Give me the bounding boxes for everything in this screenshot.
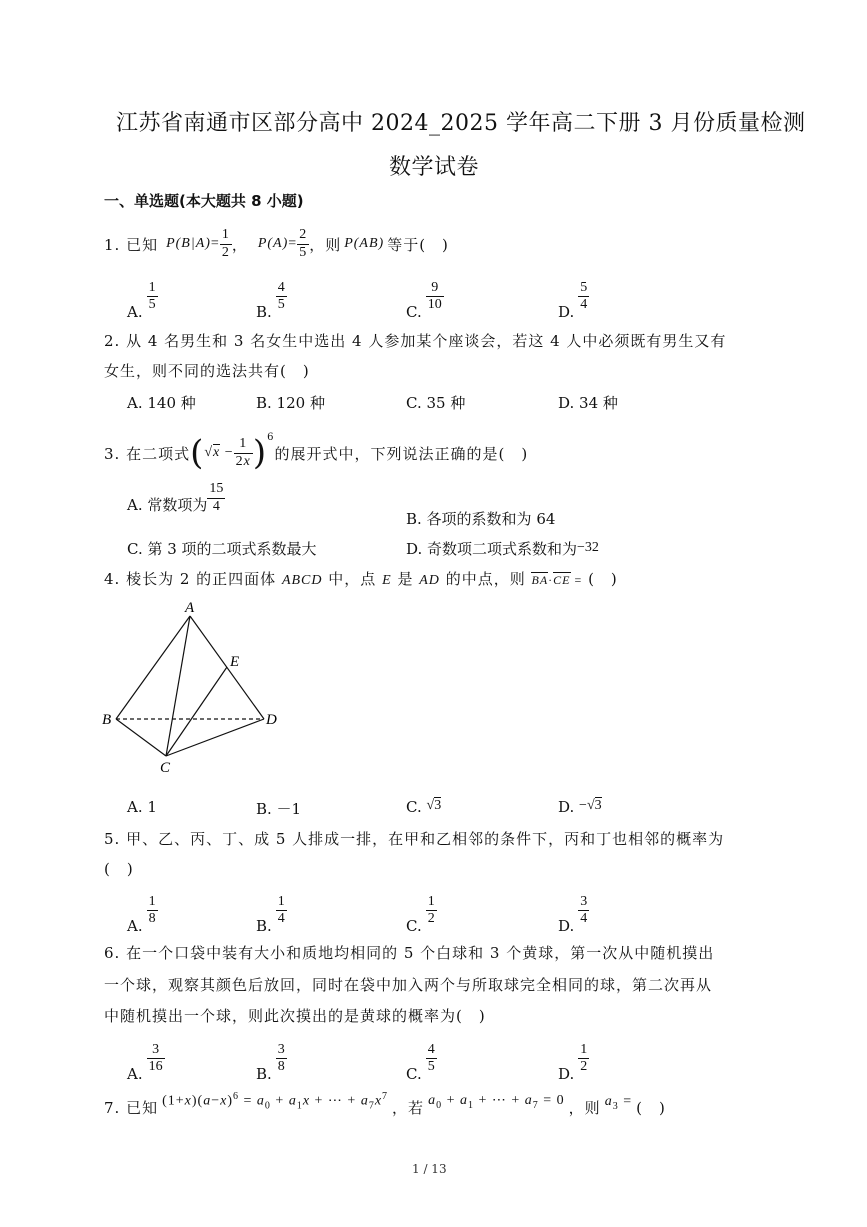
tetrahedron-diagram [100, 596, 290, 776]
q6-option-fraction: $\frac{1}{2}$ [580, 1042, 588, 1075]
q4-vector-expr: BA·CE = [531, 573, 583, 587]
question-6-line2: 一个球，观察其颜色后放回，同时在袋中加入两个与所取球完全相同的球，第二次再从 [104, 976, 713, 994]
q3-option-a-frac: $\frac{15}{4}$ [209, 481, 224, 514]
q4-option-c-label: C. [406, 798, 422, 816]
q5-option-d[interactable] [558, 894, 589, 937]
q6-option-fraction: $\frac{4}{5}$ [427, 1042, 435, 1075]
q6-option-fraction: $\frac{3}{16}$ [148, 1042, 163, 1075]
q3-option-b[interactable]: B. 各项的系数和为 64 [406, 510, 556, 528]
q4-option-d-neg-sqrt3: −√3 [579, 798, 602, 813]
q3-frac: $\frac{1}{2x}$ [235, 436, 251, 469]
q5-option-fraction: $\frac{1}{4}$ [277, 894, 285, 927]
q2-option-a[interactable]: A. 140 种 [127, 394, 196, 412]
q4-option-a[interactable]: A. 1 [127, 798, 157, 816]
q4-e: E [382, 573, 392, 588]
q6-option-b[interactable] [256, 1042, 287, 1085]
q3-option-d-text: D. 奇数项二项式系数和为 [406, 540, 578, 558]
q4-ad: AD [419, 573, 440, 588]
q1-option-fraction: $\frac{9}{10}$ [427, 280, 442, 313]
q3-option-c[interactable]: C. 第 3 项的二项式系数最大 [127, 540, 317, 558]
question-3 [104, 428, 528, 478]
q7-mid: ，若 [392, 1098, 425, 1117]
q7-formula-a3: $a_3$ = [604, 1094, 633, 1112]
page-title: 江苏省南通市区部分高中 2024_2025 学年高二下册 3 月份质量检测 [116, 111, 806, 136]
page-subtitle: 数学试卷 [389, 155, 480, 180]
q6-option-fraction: $\frac{3}{8}$ [277, 1042, 285, 1075]
vertex-label-a: A [185, 600, 195, 616]
q1-option-d[interactable] [558, 280, 589, 323]
q7-then: ，则 [568, 1098, 601, 1117]
q1-option-fraction: $\frac{1}{5}$ [148, 280, 156, 313]
q1-frac-two-fifths: $\frac{2}{5}$ [299, 227, 308, 260]
q4-paren: ( ) [588, 570, 618, 588]
q1-formula-pab: P(AB) [344, 236, 385, 251]
q1-option-fraction: $\frac{4}{5}$ [277, 280, 285, 313]
q3-option-d[interactable] [406, 538, 599, 559]
q1-frac-half: $\frac{1}{2}$ [221, 227, 230, 260]
q3-paren-close: ) [252, 433, 268, 473]
vertex-label-b: B [102, 712, 112, 728]
q4-option-c-sqrt3: √3 [426, 798, 442, 813]
question-5-line1: 5. 甲、乙、丙、丁、成 5 人排成一排，在甲和乙相邻的条件下，丙和丁也相邻的概率为 [104, 830, 725, 848]
q1-then: ，则 [309, 235, 342, 254]
question-1 [104, 222, 449, 266]
question-4 [104, 568, 618, 589]
q1-comma: ， [231, 235, 248, 254]
q1-lead: 1. 已知 [104, 235, 159, 254]
q7-formula-expansion: $(1+x)(a-x)^6 = a_0 + a_1x$ + ⋯ + $a_7x^7$ [162, 1090, 389, 1112]
q1-option-c[interactable] [406, 280, 444, 323]
q5-option-label: D. [558, 917, 575, 936]
q3-lead: 3. 在二项式 [104, 444, 191, 463]
q6-option-a[interactable] [127, 1042, 165, 1085]
q7-paren: ( ) [636, 1098, 666, 1117]
vertex-label-d: D [266, 712, 277, 728]
q7-formula-sum: $a_0 + a_1$ + ⋯ + $a_7 = 0$ [428, 1092, 565, 1111]
q2-option-c[interactable]: C. 35 种 [406, 394, 466, 412]
q4-lead: 4. 棱长为 2 的正四面体 [104, 570, 277, 588]
q6-option-label: B. [256, 1065, 272, 1084]
q7-lead: 7. 已知 [104, 1098, 159, 1117]
q5-option-fraction: $\frac{3}{4}$ [580, 894, 588, 927]
q4-option-d-label: D. [558, 798, 575, 816]
q4-is: 是 [397, 570, 414, 588]
question-6-line3: 中随机摸出一个球，则此次摸出的是黄球的概率为( ) [104, 1007, 486, 1025]
q6-option-d[interactable] [558, 1042, 589, 1085]
q3-option-a[interactable] [127, 481, 225, 524]
q2-option-d[interactable]: D. 34 种 [558, 394, 618, 412]
q5-option-fraction: $\frac{1}{8}$ [148, 894, 156, 927]
q1-option-label: C. [406, 303, 422, 322]
q5-option-c[interactable] [406, 894, 437, 937]
q6-option-label: C. [406, 1065, 422, 1084]
q6-option-label: A. [127, 1065, 143, 1084]
q5-option-label: A. [127, 917, 143, 936]
question-7 [104, 1092, 666, 1122]
q3-sqrt-x: √x − [204, 445, 234, 460]
q3-option-a-text: A. 常数项为 [127, 495, 208, 514]
q5-option-b[interactable] [256, 894, 287, 937]
q3-tail: 的展开式中，下列说法正确的是( ) [274, 444, 529, 463]
q4-option-d[interactable] [558, 798, 602, 817]
q5-option-label: B. [256, 917, 272, 936]
q3-exponent: 6 [267, 431, 275, 443]
question-2-line1: 2. 从 4 名男生和 3 名女生中选出 4 人参加某个座谈会，若这 4 人中必须既有男生又有 [104, 332, 727, 350]
vertex-label-c: C [160, 760, 171, 776]
q1-option-label: B. [256, 303, 272, 322]
q4-end: 的中点，则 [445, 570, 526, 588]
q5-option-fraction: $\frac{1}{2}$ [427, 894, 435, 927]
q4-abcd: ABCD [281, 573, 323, 588]
q1-option-fraction: $\frac{5}{4}$ [580, 280, 588, 313]
question-5-line2: ( ) [104, 860, 134, 878]
q3-paren-open: ( [190, 433, 205, 473]
q1-formula-pa: P(A)= [257, 236, 298, 251]
q2-option-b[interactable]: B. 120 种 [256, 394, 325, 412]
q5-option-label: C. [406, 917, 422, 936]
section-header: 一、单选题(本大题共 8 小题) [104, 192, 304, 210]
q4-mid: 中，点 [328, 570, 377, 588]
q6-option-label: D. [558, 1065, 575, 1084]
q5-option-a[interactable] [127, 894, 158, 937]
page-number: 1 / 13 [412, 1162, 447, 1176]
q1-option-label: D. [558, 303, 575, 322]
q4-option-c[interactable] [406, 798, 441, 817]
q1-option-a[interactable] [127, 280, 158, 323]
vertex-label-e: E [230, 654, 240, 670]
question-6-line1: 6. 在一个口袋中装有大小和质地均相同的 5 个白球和 3 个黄球，第一次从中随机摸出 [104, 944, 715, 962]
q1-formula-conditional: P(B|A)= [166, 236, 220, 251]
question-2-line2: 女生，则不同的选法共有( ) [104, 362, 310, 380]
q1-tail: 等于( ) [387, 235, 449, 254]
q3-option-d-value: −32 [577, 540, 599, 555]
q1-option-b[interactable] [256, 280, 287, 323]
q4-option-b[interactable]: B. －1 [256, 800, 302, 818]
q6-option-c[interactable] [406, 1042, 437, 1085]
q1-option-label: A. [127, 303, 143, 322]
